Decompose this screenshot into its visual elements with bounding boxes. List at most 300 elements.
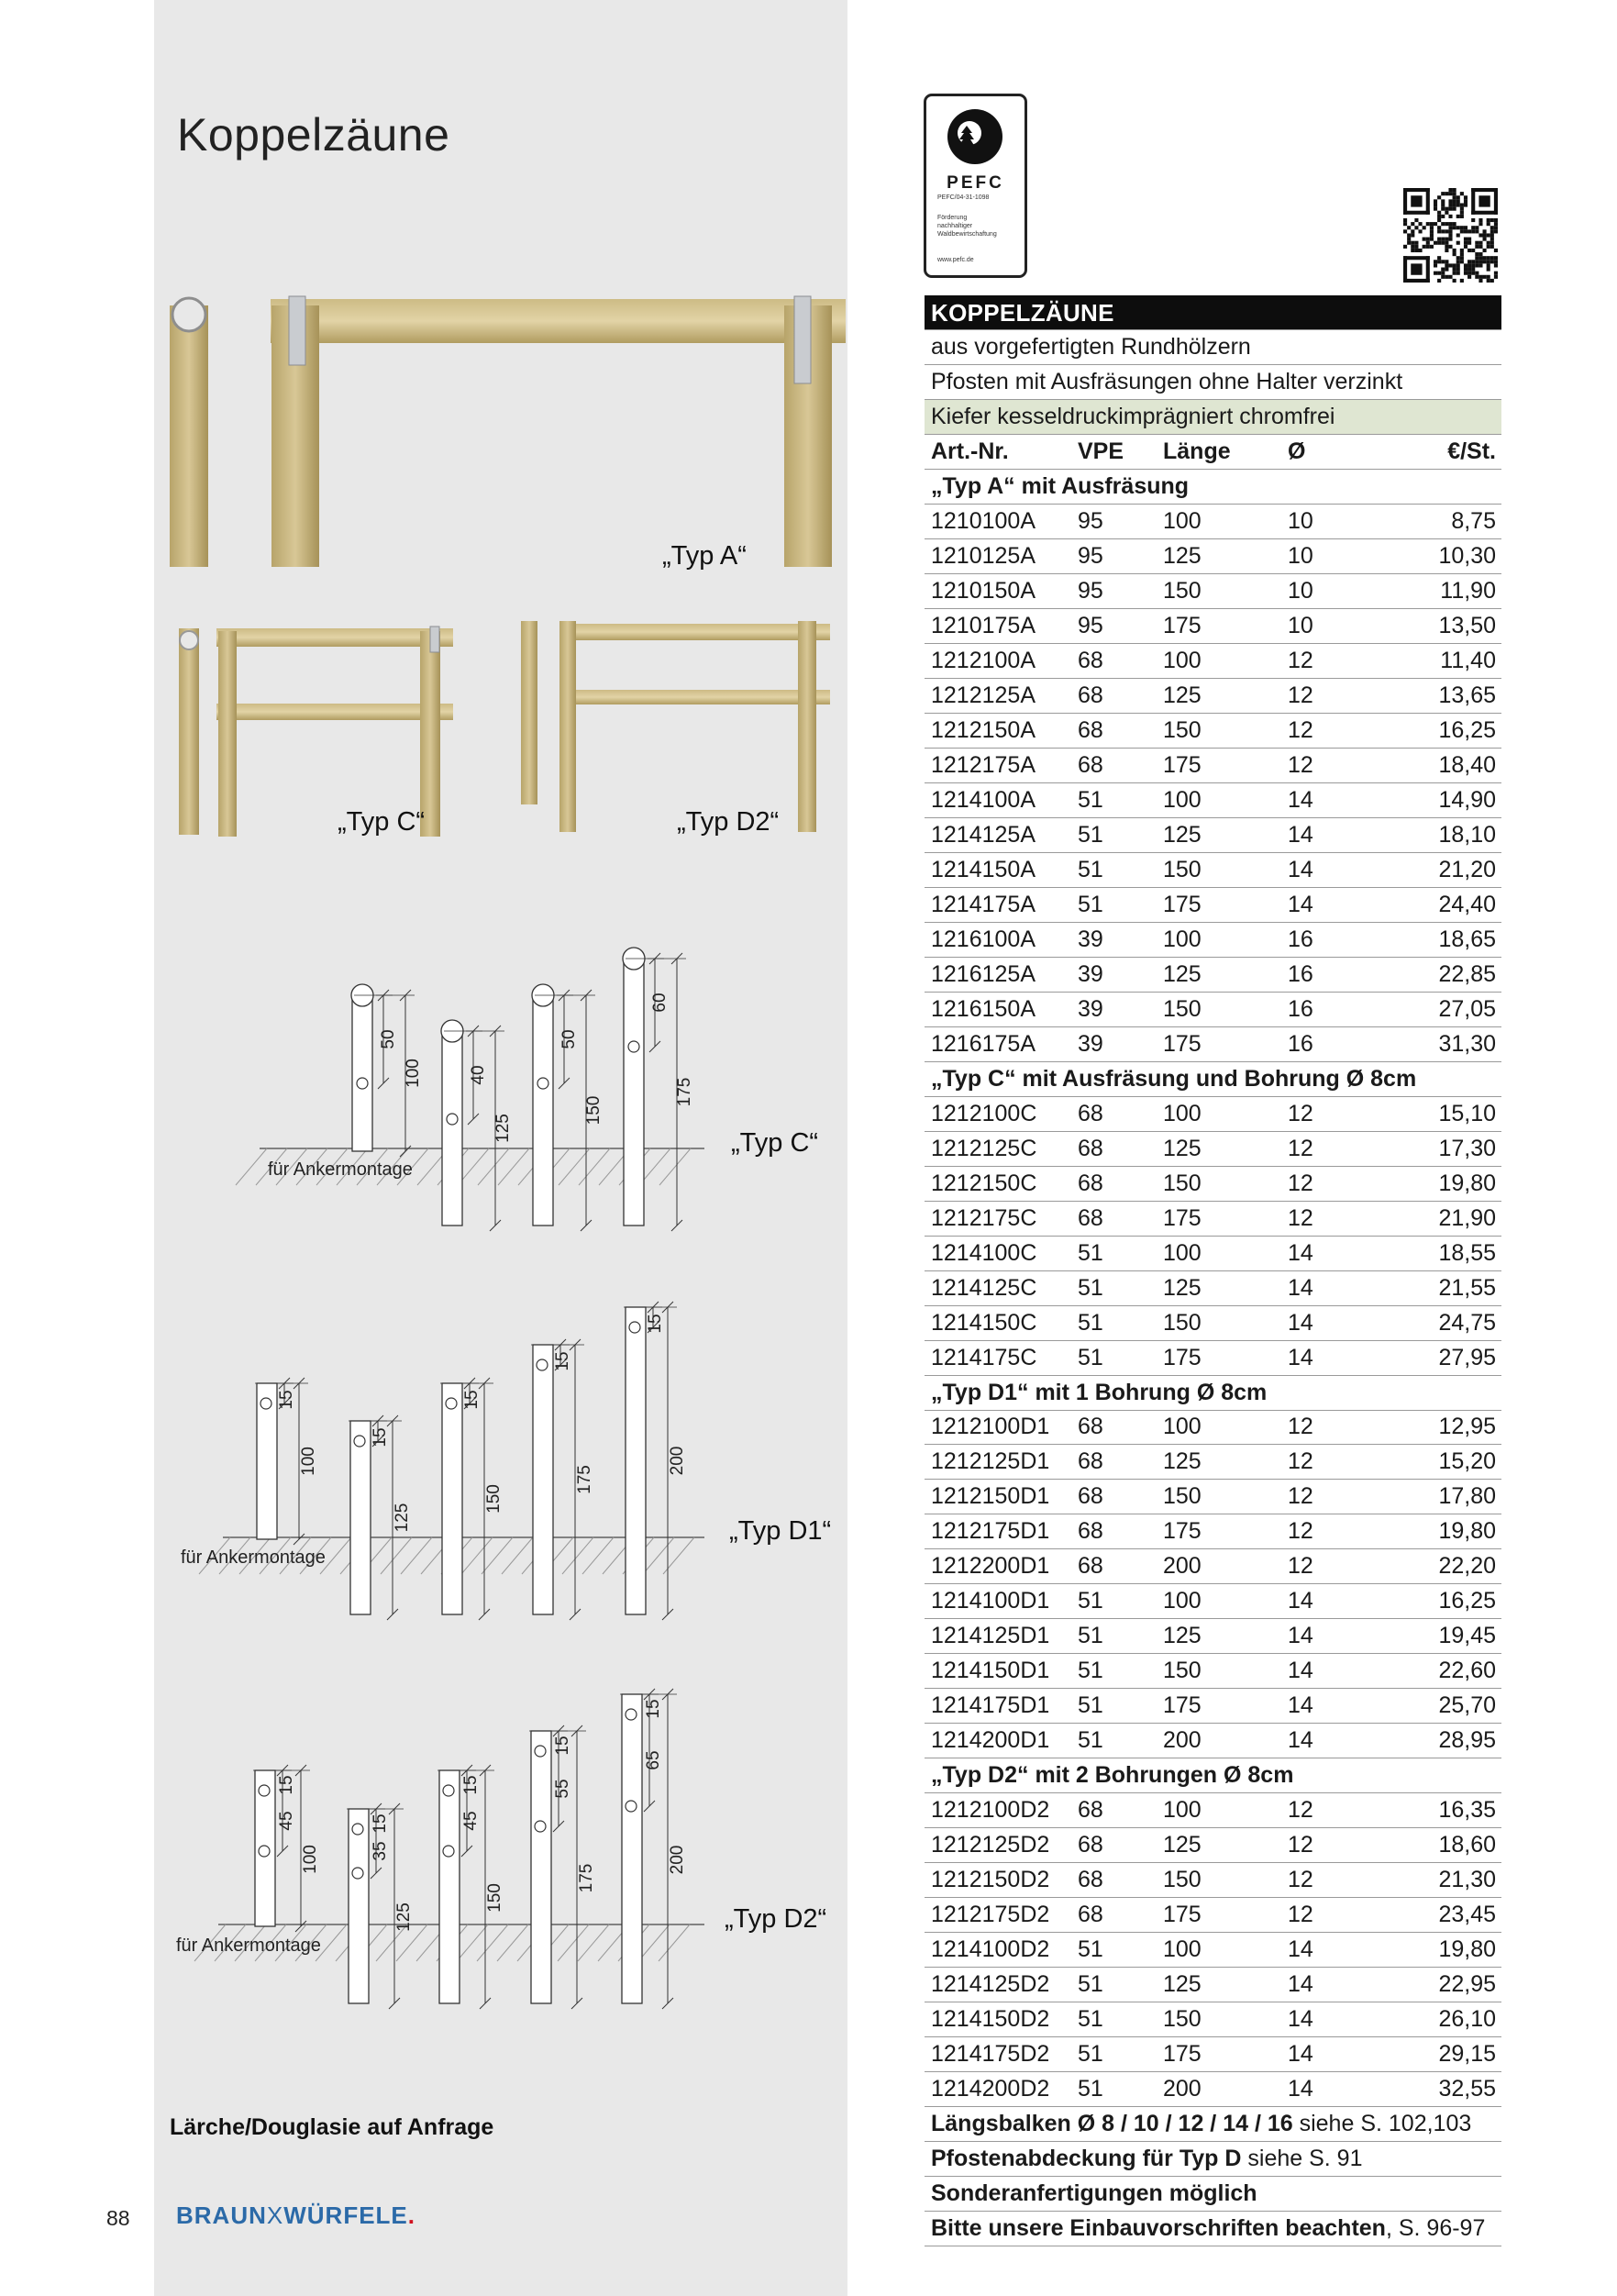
- qr-module: [1494, 272, 1498, 275]
- qr-module: [1460, 256, 1464, 260]
- table-row: [925, 749, 1501, 783]
- qr-module: [1494, 249, 1498, 252]
- cell-art-nr: 1212175C: [925, 1201, 1071, 1236]
- qr-module: [1483, 238, 1487, 241]
- qr-module: [1414, 241, 1418, 245]
- cell-laenge: 100: [1157, 1236, 1281, 1270]
- qr-module: [1487, 268, 1490, 272]
- qr-module: [1467, 260, 1471, 263]
- cell-durchmesser: 14: [1281, 853, 1396, 888]
- qr-module: [1445, 249, 1448, 252]
- header-laenge: Länge: [1157, 435, 1281, 470]
- table-row: [925, 1096, 1501, 1131]
- qr-module: [1471, 229, 1475, 233]
- cell-durchmesser: 14: [1281, 2036, 1396, 2071]
- qr-module: [1437, 211, 1441, 215]
- typ-d2-hole: [626, 1709, 637, 1720]
- cell-vpe: 39: [1071, 1026, 1157, 1061]
- qr-module: [1453, 192, 1456, 195]
- cell-vpe: 51: [1071, 1724, 1157, 1758]
- note-normal-text: siehe S. 102,103: [1292, 2110, 1472, 2136]
- qr-module: [1453, 252, 1456, 256]
- qr-module: [1441, 222, 1445, 226]
- cell-art-nr: 1216150A: [925, 992, 1071, 1026]
- typ-d2-top-dim-label: 15: [371, 1814, 390, 1834]
- company-logo: [176, 2202, 415, 2230]
- caption-diagram-typ-c: „Typ C“: [731, 1128, 819, 1158]
- typ-c-ground-hatch: [478, 1148, 509, 1185]
- cell-laenge: 125: [1157, 1828, 1281, 1863]
- qr-module: [1426, 222, 1430, 226]
- table-row: [925, 2002, 1501, 2036]
- qr-module: [1464, 229, 1467, 233]
- table-row: [925, 1549, 1501, 1584]
- qr-module: [1479, 222, 1482, 226]
- cell-price: 24,75: [1396, 1305, 1501, 1340]
- qr-module: [1456, 260, 1460, 263]
- table-subtitle-row: [925, 330, 1501, 365]
- typ-d2-post: [622, 1694, 642, 2003]
- cell-price: 11,90: [1396, 574, 1501, 609]
- qr-module: [1445, 211, 1448, 215]
- table-header-row: [925, 435, 1501, 470]
- qr-module: [1453, 199, 1456, 203]
- cell-durchmesser: 10: [1281, 539, 1396, 574]
- cell-vpe: 68: [1071, 1793, 1157, 1828]
- table-row: [925, 1270, 1501, 1305]
- cell-vpe: 51: [1071, 2002, 1157, 2036]
- pefc-tree-icon: [926, 98, 1024, 172]
- qr-module: [1456, 203, 1460, 206]
- qr-finder: [1411, 263, 1422, 274]
- qr-module: [1403, 229, 1407, 233]
- table-row: [925, 574, 1501, 609]
- typ-d2-hole: [352, 1868, 363, 1879]
- qr-module: [1467, 238, 1471, 241]
- cell-vpe: 68: [1071, 679, 1157, 714]
- table-row: [925, 1445, 1501, 1480]
- cell-laenge: 100: [1157, 783, 1281, 818]
- table-row: [925, 1724, 1501, 1758]
- cell-art-nr: 1214150A: [925, 853, 1071, 888]
- qr-module: [1448, 199, 1452, 203]
- qr-module: [1418, 249, 1422, 252]
- qr-module: [1475, 275, 1479, 279]
- qr-module: [1426, 245, 1430, 249]
- ankermontage-label-typ-c: für Ankermontage: [268, 1159, 413, 1180]
- qr-module: [1407, 238, 1411, 241]
- qr-module: [1464, 263, 1467, 267]
- cell-price: 19,80: [1396, 1933, 1501, 1968]
- cell-vpe: 68: [1071, 1166, 1157, 1201]
- typ-d1-hole: [260, 1398, 271, 1409]
- qr-module: [1475, 256, 1479, 260]
- typ-d2-total-dim-label: 125: [394, 1902, 414, 1932]
- cell-vpe: 51: [1071, 783, 1157, 818]
- qr-module: [1456, 215, 1460, 218]
- typ-d1-hole: [446, 1398, 457, 1409]
- typ-d2-total-dim-label: 175: [577, 1863, 596, 1893]
- header-vpe: VPE: [1071, 435, 1157, 470]
- cell-price: 15,10: [1396, 1096, 1501, 1131]
- cell-vpe: 39: [1071, 922, 1157, 957]
- typ-d1-hole-dim-label: 15: [371, 1427, 390, 1447]
- caption-photo-typ-d2: „Typ D2“: [677, 807, 780, 837]
- qr-module: [1471, 249, 1475, 252]
- cell-durchmesser: 12: [1281, 1828, 1396, 1863]
- cell-vpe: 39: [1071, 957, 1157, 992]
- qr-module: [1464, 203, 1467, 206]
- qr-module: [1434, 260, 1437, 263]
- qr-module: [1445, 192, 1448, 195]
- typ-d2-hole: [535, 1746, 546, 1757]
- qr-module: [1456, 195, 1460, 199]
- cell-laenge: 175: [1157, 1340, 1281, 1375]
- cell-laenge: 150: [1157, 1480, 1281, 1514]
- qr-module: [1467, 272, 1471, 275]
- cell-art-nr: 1214175A: [925, 887, 1071, 922]
- cell-art-nr: 1212150C: [925, 1166, 1071, 1201]
- typ-c-hole-dim-label: 40: [469, 1065, 488, 1085]
- qr-module: [1434, 241, 1437, 245]
- cell-art-nr: 1214125A: [925, 818, 1071, 853]
- pefc-line-1: Förderung: [937, 215, 968, 221]
- qr-module: [1483, 256, 1487, 260]
- cell-price: 22,60: [1396, 1654, 1501, 1689]
- table-subtitle-row: [925, 400, 1501, 435]
- cell-vpe: 68: [1071, 1410, 1157, 1445]
- cell-price: 12,95: [1396, 1410, 1501, 1445]
- cell-laenge: 125: [1157, 957, 1281, 992]
- typ-d2-gap-dim-label: 55: [553, 1779, 572, 1799]
- cell-price: 32,55: [1396, 2071, 1501, 2106]
- typ-d1-total-dim-label: 150: [484, 1484, 504, 1514]
- ankermontage-label-typ-d1: für Ankermontage: [181, 1547, 326, 1568]
- caption-diagram-typ-d1: „Typ D1“: [729, 1516, 832, 1546]
- qr-module: [1479, 241, 1482, 245]
- table-row: [925, 1026, 1501, 1061]
- qr-module: [1411, 245, 1414, 249]
- table-row: [925, 1236, 1501, 1270]
- qr-module: [1467, 229, 1471, 233]
- cell-price: 28,95: [1396, 1724, 1501, 1758]
- cell-laenge: 175: [1157, 1026, 1281, 1061]
- cell-durchmesser: 10: [1281, 505, 1396, 539]
- qr-module: [1448, 222, 1452, 226]
- qr-module: [1441, 229, 1445, 233]
- cell-durchmesser: 12: [1281, 1166, 1396, 1201]
- qr-module: [1430, 233, 1434, 237]
- qr-module: [1441, 238, 1445, 241]
- cell-price: 22,20: [1396, 1549, 1501, 1584]
- qr-module: [1475, 226, 1479, 229]
- cell-durchmesser: 12: [1281, 1131, 1396, 1166]
- typ-d1-total-dim-label: 100: [299, 1447, 318, 1476]
- table-row: [925, 783, 1501, 818]
- cell-art-nr: 1212150D1: [925, 1480, 1071, 1514]
- cell-vpe: 68: [1071, 1445, 1157, 1480]
- table-subtitle-row: [925, 365, 1501, 400]
- cell-price: 18,10: [1396, 818, 1501, 853]
- cell-art-nr: 1214175D1: [925, 1689, 1071, 1724]
- qr-module: [1445, 260, 1448, 263]
- cell-vpe: 51: [1071, 1968, 1157, 2002]
- cell-vpe: 68: [1071, 1514, 1157, 1549]
- cell-laenge: 200: [1157, 1724, 1281, 1758]
- table-row: [925, 2036, 1501, 2071]
- caption-photo-typ-c: „Typ C“: [338, 807, 426, 837]
- typ-d2-hole: [352, 1824, 363, 1835]
- cell-price: 10,30: [1396, 539, 1501, 574]
- cell-price: 18,40: [1396, 749, 1501, 783]
- cell-price: 11,40: [1396, 644, 1501, 679]
- qr-module: [1448, 245, 1452, 249]
- qr-module: [1453, 222, 1456, 226]
- qr-code[interactable]: [1403, 188, 1498, 283]
- qr-module: [1494, 226, 1498, 229]
- typ-c-hole: [447, 1114, 458, 1125]
- cell-laenge: 150: [1157, 714, 1281, 749]
- cell-laenge: 175: [1157, 1514, 1281, 1549]
- cell-laenge: 100: [1157, 1584, 1281, 1619]
- cell-laenge: 100: [1157, 505, 1281, 539]
- qr-module: [1423, 238, 1426, 241]
- cell-vpe: 51: [1071, 1619, 1157, 1654]
- table-row: [925, 714, 1501, 749]
- cell-durchmesser: 14: [1281, 1236, 1396, 1270]
- group-header-row: [925, 1758, 1501, 1793]
- qr-module: [1434, 272, 1437, 275]
- header-durchmesser: Ø: [1281, 435, 1396, 470]
- table-subtitle-2: Pfosten mit Ausfräsungen ohne Halter verzinkt: [925, 365, 1501, 400]
- cell-art-nr: 1214150D2: [925, 2002, 1071, 2036]
- pefc-certification-badge: [924, 94, 1027, 278]
- qr-module: [1460, 229, 1464, 233]
- qr-module: [1456, 256, 1460, 260]
- qr-module: [1471, 263, 1475, 267]
- cell-laenge: 175: [1157, 1689, 1281, 1724]
- cell-laenge: 100: [1157, 644, 1281, 679]
- cell-art-nr: 1214125C: [925, 1270, 1071, 1305]
- note-cell: [925, 2141, 1501, 2176]
- qr-module: [1483, 233, 1487, 237]
- qr-module: [1456, 268, 1460, 272]
- note-bold-text: Längsbalken Ø 8 / 10 / 12 / 14 / 16: [931, 2110, 1293, 2136]
- qr-module: [1479, 218, 1482, 222]
- cell-laenge: 125: [1157, 1270, 1281, 1305]
- cell-art-nr: 1214100C: [925, 1236, 1071, 1270]
- qr-module: [1460, 279, 1464, 283]
- cell-laenge: 150: [1157, 1654, 1281, 1689]
- cell-vpe: 68: [1071, 1131, 1157, 1166]
- price-table: [925, 295, 1501, 2246]
- qr-finder: [1471, 188, 1498, 192]
- cell-price: 13,65: [1396, 679, 1501, 714]
- qr-module: [1494, 229, 1498, 233]
- cell-durchmesser: 14: [1281, 1584, 1396, 1619]
- cell-price: 18,60: [1396, 1828, 1501, 1863]
- cell-durchmesser: 14: [1281, 1689, 1396, 1724]
- cell-vpe: 68: [1071, 1828, 1157, 1863]
- typ-d1-hole-dim-label: 15: [553, 1351, 572, 1371]
- table-row: [925, 505, 1501, 539]
- cell-art-nr: 1212125A: [925, 679, 1071, 714]
- qr-finder: [1426, 256, 1430, 283]
- qr-module: [1479, 256, 1482, 260]
- cell-laenge: 100: [1157, 1933, 1281, 1968]
- typ-d2-gap-dim-label: 65: [644, 1750, 663, 1770]
- cell-price: 25,70: [1396, 1689, 1501, 1724]
- cell-price: 21,90: [1396, 1201, 1501, 1236]
- typ-d1-hole-dim-label: 15: [277, 1390, 296, 1410]
- cell-durchmesser: 14: [1281, 887, 1396, 922]
- qr-module: [1460, 226, 1464, 229]
- cell-laenge: 150: [1157, 1305, 1281, 1340]
- cell-laenge: 125: [1157, 679, 1281, 714]
- qr-module: [1437, 241, 1441, 245]
- table-row: [925, 1131, 1501, 1166]
- cell-price: 18,65: [1396, 922, 1501, 957]
- qr-module: [1471, 272, 1475, 275]
- qr-module: [1479, 275, 1482, 279]
- qr-module: [1479, 245, 1482, 249]
- qr-module: [1407, 241, 1411, 245]
- note-bold-text: Pfostenabdeckung für Typ D: [931, 2145, 1242, 2171]
- typ-c-total-dim-label: 125: [493, 1114, 513, 1143]
- cell-vpe: 68: [1071, 1096, 1157, 1131]
- qr-module: [1448, 192, 1452, 195]
- typ-d2-gap-dim-label: 45: [277, 1811, 296, 1831]
- qr-module: [1460, 215, 1464, 218]
- note-normal-text: siehe S. 91: [1241, 2145, 1363, 2171]
- qr-module: [1453, 279, 1456, 283]
- cell-art-nr: 1212150D2: [925, 1863, 1071, 1898]
- qr-module: [1445, 229, 1448, 233]
- table-row: [925, 2071, 1501, 2106]
- cell-price: 22,95: [1396, 1968, 1501, 2002]
- note-row: [925, 2141, 1501, 2176]
- typ-d2-top-dim-label: 15: [461, 1775, 481, 1795]
- cell-art-nr: 1214175C: [925, 1340, 1071, 1375]
- qr-module: [1445, 238, 1448, 241]
- cell-vpe: 51: [1071, 818, 1157, 853]
- cell-durchmesser: 12: [1281, 1514, 1396, 1549]
- qr-module: [1453, 226, 1456, 229]
- qr-module: [1453, 249, 1456, 252]
- qr-module: [1490, 226, 1494, 229]
- table-row: [925, 1689, 1501, 1724]
- table-row: [925, 1166, 1501, 1201]
- typ-d2-top-dim-label: 15: [553, 1736, 572, 1756]
- cell-laenge: 150: [1157, 1863, 1281, 1898]
- typ-d2-total-dim-label: 200: [668, 1845, 687, 1875]
- cell-durchmesser: 14: [1281, 1270, 1396, 1305]
- cell-durchmesser: 16: [1281, 1026, 1396, 1061]
- qr-module: [1479, 260, 1482, 263]
- qr-module: [1494, 260, 1498, 263]
- cell-art-nr: 1212100A: [925, 644, 1071, 679]
- cell-art-nr: 1216100A: [925, 922, 1071, 957]
- typ-c-ground-hatch: [498, 1148, 529, 1185]
- qr-module: [1475, 263, 1479, 267]
- note-bold-text: Bitte unsere Einbauvorschriften beachten: [931, 2214, 1386, 2241]
- typ-c-total-dim-label: 175: [675, 1077, 694, 1107]
- logo-left-text: BRAUN: [176, 2202, 267, 2229]
- cell-price: 29,15: [1396, 2036, 1501, 2071]
- page-title: Koppelzäune: [177, 109, 450, 161]
- cell-price: 8,75: [1396, 505, 1501, 539]
- typ-d2-hole: [626, 1801, 637, 1812]
- cell-laenge: 175: [1157, 749, 1281, 783]
- note-cell: [925, 2106, 1501, 2141]
- cell-vpe: 51: [1071, 853, 1157, 888]
- typ-c-hole-dim-label: 50: [379, 1029, 398, 1049]
- table-row: [925, 992, 1501, 1026]
- qr-module: [1490, 241, 1494, 245]
- qr-module: [1434, 207, 1437, 211]
- qr-module: [1460, 249, 1464, 252]
- cell-art-nr: 1216125A: [925, 957, 1071, 992]
- qr-module: [1448, 207, 1452, 211]
- qr-module: [1456, 272, 1460, 275]
- typ-c-post: [624, 959, 644, 1226]
- qr-module: [1456, 241, 1460, 245]
- qr-finder: [1494, 188, 1498, 215]
- typ-c-ground-hatch: [236, 1148, 267, 1185]
- cell-price: 22,85: [1396, 957, 1501, 992]
- table-row: [925, 887, 1501, 922]
- group-title: „Typ C“ mit Ausfräsung und Bohrung Ø 8cm: [925, 1061, 1501, 1096]
- qr-module: [1467, 241, 1471, 245]
- qr-module: [1487, 241, 1490, 245]
- cell-laenge: 100: [1157, 922, 1281, 957]
- qr-module: [1434, 203, 1437, 206]
- qr-module: [1471, 226, 1475, 229]
- cell-vpe: 51: [1071, 1933, 1157, 1968]
- typ-d2-top-dim-label: 15: [277, 1775, 296, 1795]
- cell-vpe: 95: [1071, 539, 1157, 574]
- typ-c-hole-dim-label: 60: [650, 993, 670, 1013]
- cell-durchmesser: 16: [1281, 957, 1396, 992]
- cell-art-nr: 1214100D2: [925, 1933, 1071, 1968]
- qr-module: [1430, 226, 1434, 229]
- qr-finder: [1411, 195, 1422, 206]
- qr-module: [1434, 199, 1437, 203]
- qr-module: [1487, 233, 1490, 237]
- note-cell: [925, 2211, 1501, 2246]
- cell-durchmesser: 12: [1281, 1410, 1396, 1445]
- cell-durchmesser: 12: [1281, 679, 1396, 714]
- qr-module: [1464, 272, 1467, 275]
- cell-price: 21,30: [1396, 1863, 1501, 1898]
- table-row: [925, 957, 1501, 992]
- qr-module: [1453, 268, 1456, 272]
- qr-module: [1430, 245, 1434, 249]
- qr-module: [1471, 260, 1475, 263]
- qr-module: [1464, 241, 1467, 245]
- cell-durchmesser: 14: [1281, 1933, 1396, 1968]
- qr-module: [1403, 222, 1407, 226]
- qr-module: [1430, 238, 1434, 241]
- qr-module: [1448, 203, 1452, 206]
- qr-module: [1490, 229, 1494, 233]
- qr-module: [1453, 188, 1456, 192]
- cell-laenge: 100: [1157, 1793, 1281, 1828]
- qr-module: [1441, 207, 1445, 211]
- cell-laenge: 200: [1157, 1549, 1281, 1584]
- cell-art-nr: 1212200D1: [925, 1549, 1071, 1584]
- cell-durchmesser: 16: [1281, 922, 1396, 957]
